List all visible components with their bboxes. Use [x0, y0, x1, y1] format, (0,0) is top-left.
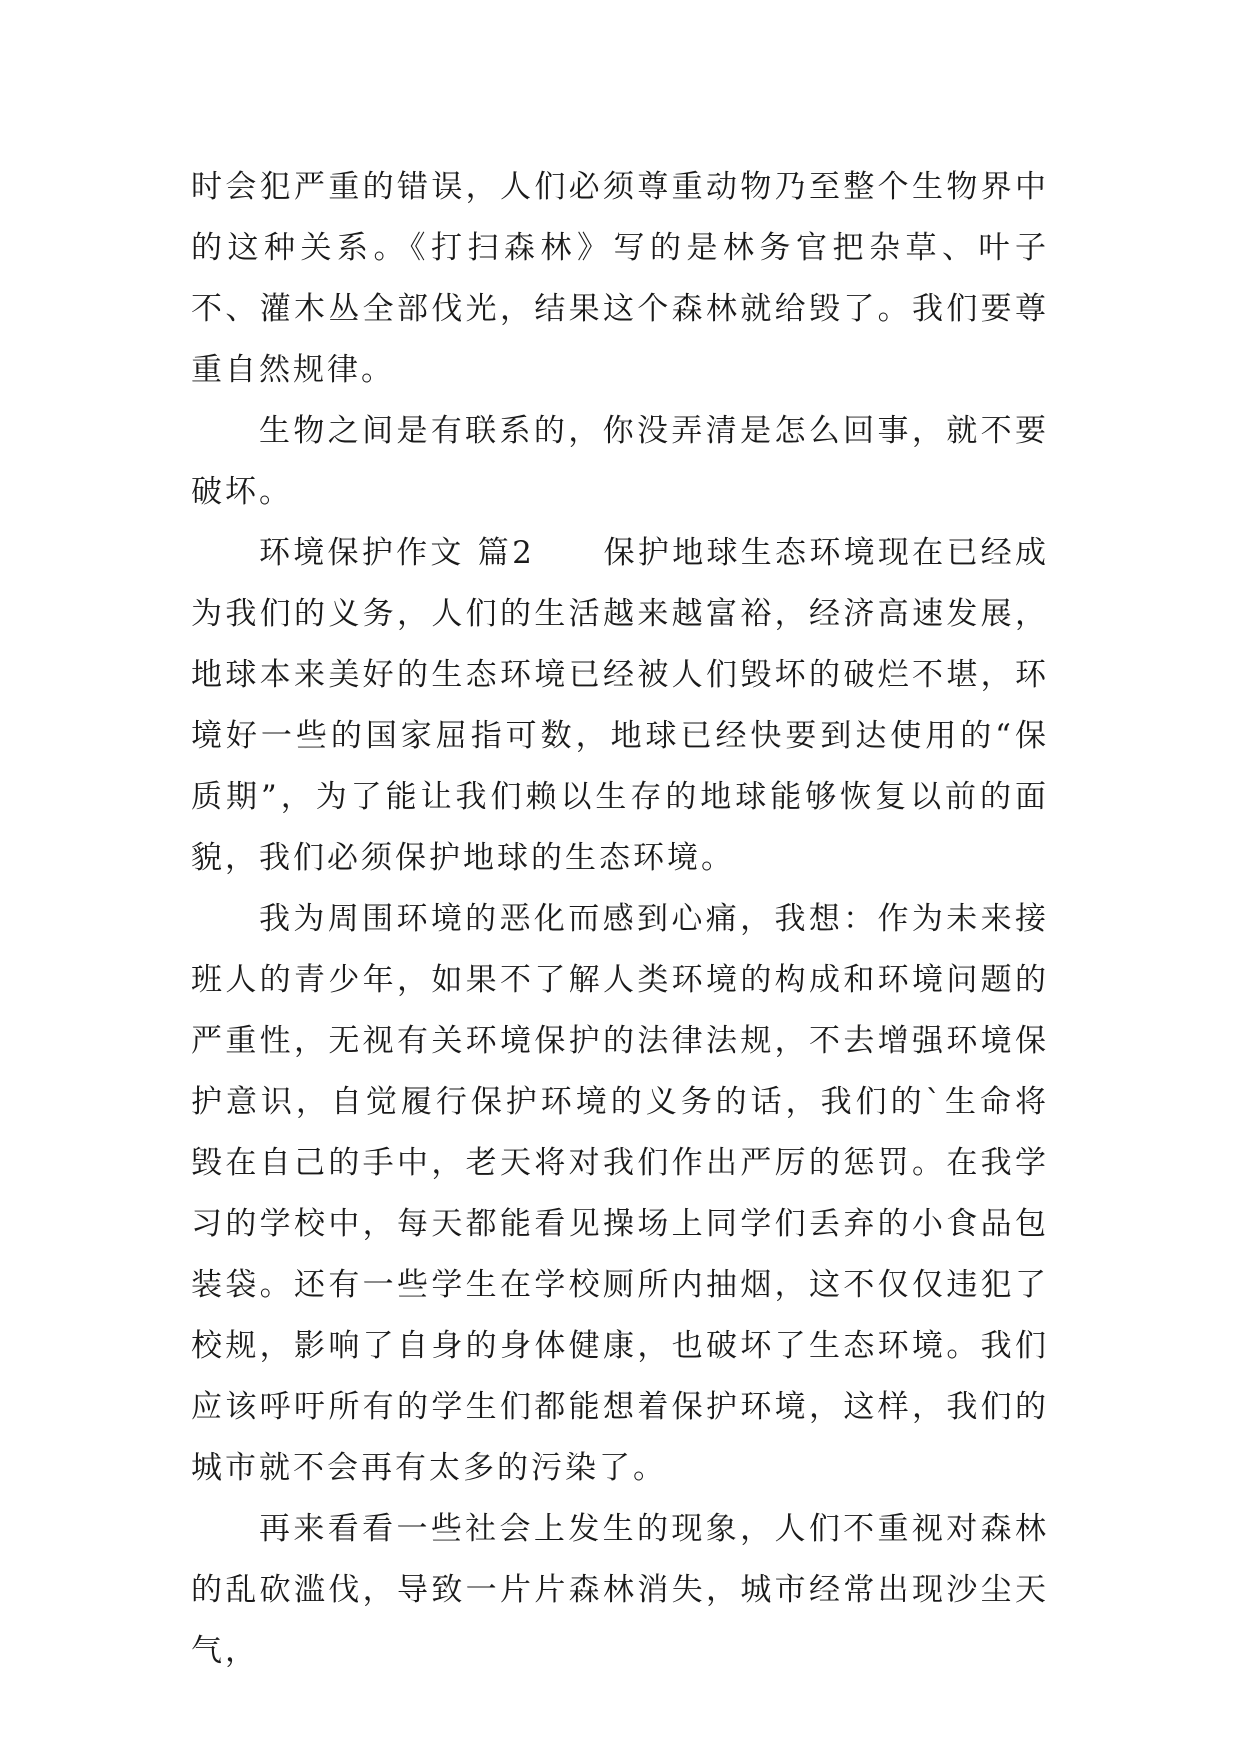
paragraph-1: 时会犯严重的错误，人们必须尊重动物乃至整个生物界中的这种关系。《打扫森林》写的是林务官把杂草、叶子不、灌木丛全部伐光，结果这个森林就给毁了。我们要尊重自然规律。 — [191, 169, 1049, 388]
paragraph-4: 我为周围环境的恶化而感到心痛，我想：作为未来接班人的青少年，如果不了解人类环境的构成和环境问题的严重性，无视有关环境保护的法律法规，不去增强环境保护意识，自觉履行保护环境的义务的话，我们的`生命将毁在自己的手中，老天将对我们作出严厉的惩罚。在我学习的学校中，每天都能看见操场上同学们丢弃的小食品包装袋。还有一些学生在学校厕所内抽烟，这不仅仅违犯了校规，影响了自身的身体健康，也破坏了生态环境。我们应该呼吁所有的学生们都能想着保护环境，这样，我们的城市就不会再有太多的污染了。 — [191, 901, 1049, 1486]
paragraph-3: 环境保护作文 篇2 保护地球生态环境现在已经成为我们的义务，人们的生活越来越富裕，经济高速发展，地球本来美好的生态环境已经被人们毁坏的破烂不堪，环境好一些的国家屈指可数，地球已经快要到达使用的“保质期”，为了能让我们赖以生存的地球能够恢复以前的面貌，我们必须保护地球的生态环境。 — [191, 535, 1049, 876]
paragraph-5: 再来看看一些社会上发生的现象，人们不重视对森林的乱砍滥伐，导致一片片森林消失，城市经常出现沙尘天气， — [191, 1511, 1049, 1669]
paragraph-2: 生物之间是有联系的，你没弄清是怎么回事，就不要破坏。 — [191, 413, 1049, 510]
document-body — [191, 157, 1049, 1682]
